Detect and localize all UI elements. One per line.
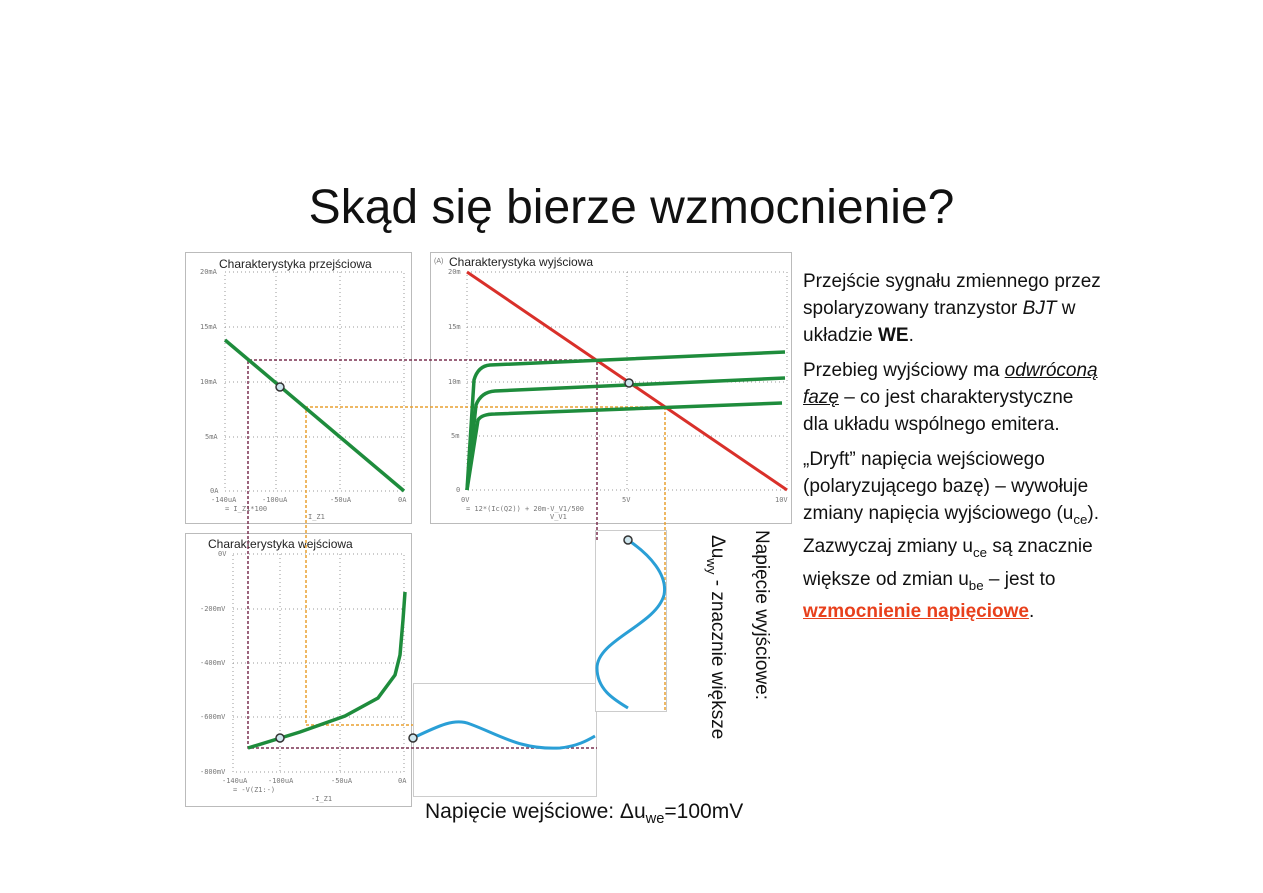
y-tick: 10mA <box>200 378 217 386</box>
x-tick: 10V <box>775 496 788 504</box>
panel-title: Charakterystyka wyjściowa <box>449 255 594 269</box>
text: – co jest charakterystyczne dla układu wspólnego emitera. <box>803 387 1074 435</box>
text: =100mV <box>664 800 744 823</box>
x-tick: -50uA <box>330 496 352 504</box>
text: odwróconą fazę <box>803 360 1098 408</box>
y-tick: 0 <box>456 486 461 494</box>
x-tick: 0A <box>398 496 407 504</box>
y-tick: -600mV <box>200 713 226 721</box>
x-tick: -50uA <box>331 777 353 785</box>
y-tick: -400mV <box>200 659 226 667</box>
panel-title: Charakterystyka przejściowa <box>219 257 372 271</box>
x-axis-label: I_Z1 <box>308 513 325 521</box>
y-tick: -200mV <box>200 605 226 613</box>
text: „Dryft” napięcia wejściowego (polaryzującego bazę) – wywołuje zmiany napięcia wyjściowego (u <box>803 449 1089 524</box>
trace-label: = 12*(Ic(Q2)) + 20m-V_V1/500 <box>466 505 585 513</box>
y-tick: 5m <box>451 432 460 440</box>
input-waveform <box>413 722 595 748</box>
paragraph-3 <box>803 446 1103 625</box>
y-tick: 20m <box>448 268 461 276</box>
text: ). Zazwyczaj zmiany u <box>803 503 1099 557</box>
text: w układzie <box>803 298 1076 346</box>
ic-curve-high <box>467 352 785 490</box>
operating-point-marker <box>409 734 417 742</box>
text: są znacznie większe od zmian u <box>803 535 1093 590</box>
x-tick: -140uA <box>211 496 237 504</box>
slide-title: Skąd się bierze wzmocnienie? <box>308 181 955 234</box>
ic-curve-low <box>467 403 782 490</box>
output-voltage-label: Napięcie wyjściowe: <box>751 530 772 701</box>
explanation-text <box>803 268 1103 633</box>
paragraph-1 <box>803 268 1103 349</box>
x-tick: -140uA <box>222 777 248 785</box>
output-waveform <box>597 540 665 708</box>
x-axis-label: V_V1 <box>550 513 567 521</box>
text: . <box>908 325 914 346</box>
x-axis-label: -I_Z1 <box>311 795 333 803</box>
y-tick: 5mA <box>205 433 218 441</box>
input-voltage-caption <box>425 800 743 827</box>
text: ce <box>973 544 988 560</box>
x-tick: 0V <box>461 496 470 504</box>
text: . <box>1028 601 1035 623</box>
y-tick: 15m <box>448 323 461 331</box>
text: Napięcie wejściowe: Δu <box>425 800 646 823</box>
delta-symbol: Δu <box>707 535 728 559</box>
text: we <box>645 811 665 828</box>
x-tick: -100uA <box>268 777 294 785</box>
y-tick: 15mA <box>200 323 217 331</box>
text: be <box>968 577 984 593</box>
operating-point-marker <box>625 379 633 387</box>
y-tick: 10m <box>448 378 461 386</box>
y-tick: 0V <box>218 550 227 558</box>
ic-curve-mid <box>467 378 785 490</box>
y-tick: -800mV <box>200 768 226 776</box>
guide-line-max <box>248 360 597 748</box>
trace-label: = I_Z1*100 <box>225 505 268 513</box>
x-tick: 0A <box>398 777 407 785</box>
panel-title: Charakterystyka wejściowa <box>208 537 353 551</box>
paragraph-2 <box>803 357 1103 438</box>
output-delta-label <box>704 535 728 739</box>
y-tick: 0A <box>210 487 219 495</box>
text: Przebieg wyjściowy ma <box>803 360 1005 381</box>
operating-point-marker <box>624 536 632 544</box>
delta-rest: - znacznie większe <box>707 574 728 740</box>
y-tick: 20mA <box>200 268 217 276</box>
delta-subscript: wy <box>704 558 720 575</box>
transfer-curve <box>225 340 404 491</box>
trace-label: = -V(Z1:-) <box>233 786 276 794</box>
x-tick: -100uA <box>262 496 288 504</box>
text: Przejście sygnału zmiennego przez spolaryzowany tranzystor <box>803 271 1101 319</box>
text: ce <box>1073 511 1088 527</box>
operating-point-marker <box>276 383 284 391</box>
text: – jest to <box>983 568 1056 590</box>
x-tick: 5V <box>622 496 631 504</box>
text: WE <box>878 325 909 346</box>
panel-corner: (A) <box>434 258 444 265</box>
highlight-voltage-gain: wzmocnienie napięciowe <box>803 601 1029 623</box>
text: BJT <box>1022 298 1057 319</box>
operating-point-marker <box>276 734 284 742</box>
